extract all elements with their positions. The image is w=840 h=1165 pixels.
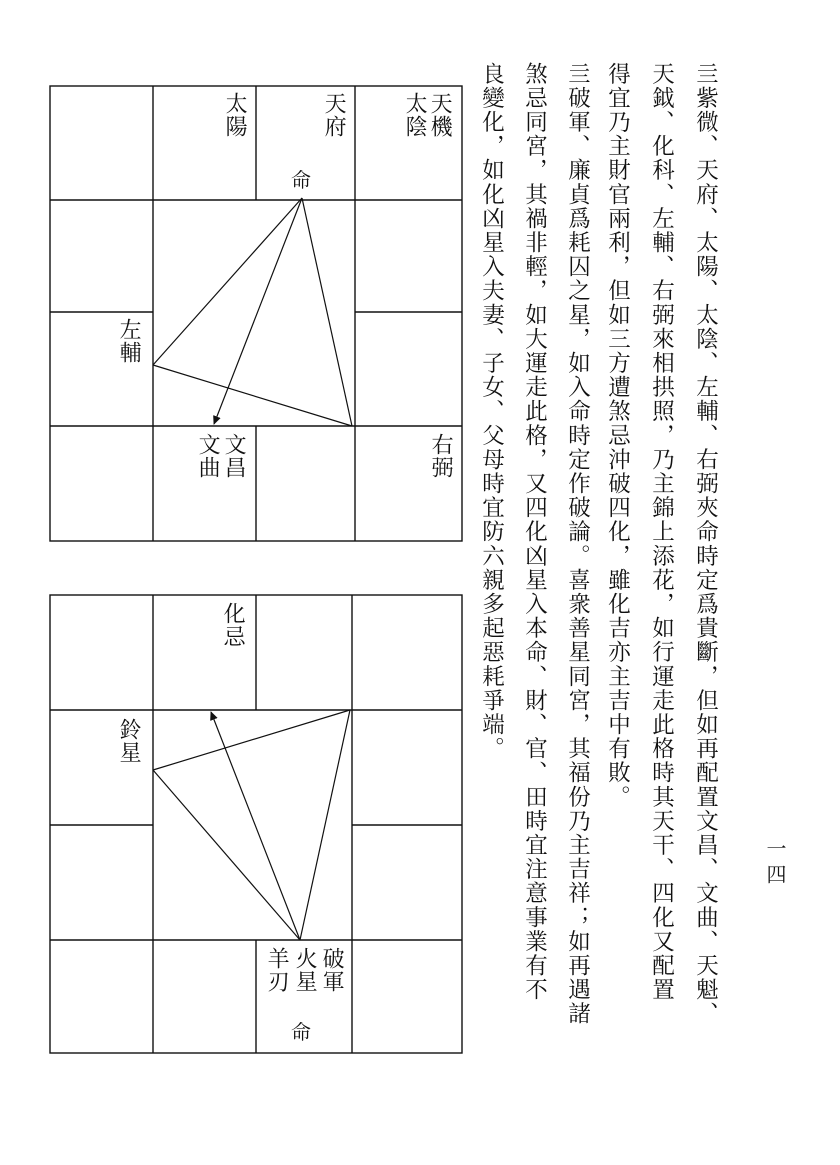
chart1-ming-mark: 命 xyxy=(291,168,311,192)
chart1-palace-tianji: 天機 xyxy=(427,92,453,138)
chart2-palace-pojun: 破軍 xyxy=(319,947,345,993)
chart2-palace-huaji: 化忌 xyxy=(220,602,246,648)
chart1-palace-zuofu: 左輔 xyxy=(116,318,142,364)
chart1-palace-wenchang: 文昌 xyxy=(221,433,247,479)
body-text-column-5: 煞忌同宮，其禍非輕，如大運走此格，又四化凶星入本命、財、官、田時宜注意事業有不 xyxy=(521,62,548,1002)
chart1-palace-youbi: 右弼 xyxy=(428,433,454,479)
body-text-column-6: 良變化，如化凶星入夫妻、子女、父母時宜防六親多起惡耗爭端。 xyxy=(478,62,505,761)
body-text-column-4: 亖破軍、廉貞爲耗囚之星，如入命時定作破論。喜衆善星同宮，其福份乃主吉祥；如再遇諸 xyxy=(564,62,591,1026)
chart2-line-lingxing-corner xyxy=(153,710,350,770)
chart1-palace-taiyang: 太陽 xyxy=(222,92,248,138)
page-number: 一四 xyxy=(763,838,787,890)
chart2-line-corner-ming xyxy=(300,710,350,940)
body-text-column-3: 得宜乃主財官兩利，但如三方遭煞忌沖破四化，雖化吉亦主吉中有敗。 xyxy=(604,62,631,810)
chart2-ming-mark: 命 xyxy=(291,1020,311,1044)
body-text-column-1: 亖紫微、天府、太陽、太陰、左輔、右弼夾命時定爲貴斷，但如再配置文昌、文曲、天魁、 xyxy=(692,62,719,1026)
body-text-column-2: 天鉞、化科、左輔、右弼來相拱照，乃主錦上添花，如行運走此格時其天干、四化又配置 xyxy=(648,62,675,1002)
chart2-palace-huoxing: 火星 xyxy=(292,947,318,993)
chart2-palace-yangren: 羊刃 xyxy=(264,947,290,993)
chart1-palace-tianfu: 天府 xyxy=(321,92,347,138)
chart2-arrow-to-huaji xyxy=(211,712,300,940)
chart2-line-ming-lingxing xyxy=(153,770,300,940)
chart1-palace-wenqu: 文曲 xyxy=(195,433,221,479)
chart1-palace-taiyin: 太陰 xyxy=(402,92,428,138)
chart2-palace-lingxing: 鈴星 xyxy=(116,718,142,764)
